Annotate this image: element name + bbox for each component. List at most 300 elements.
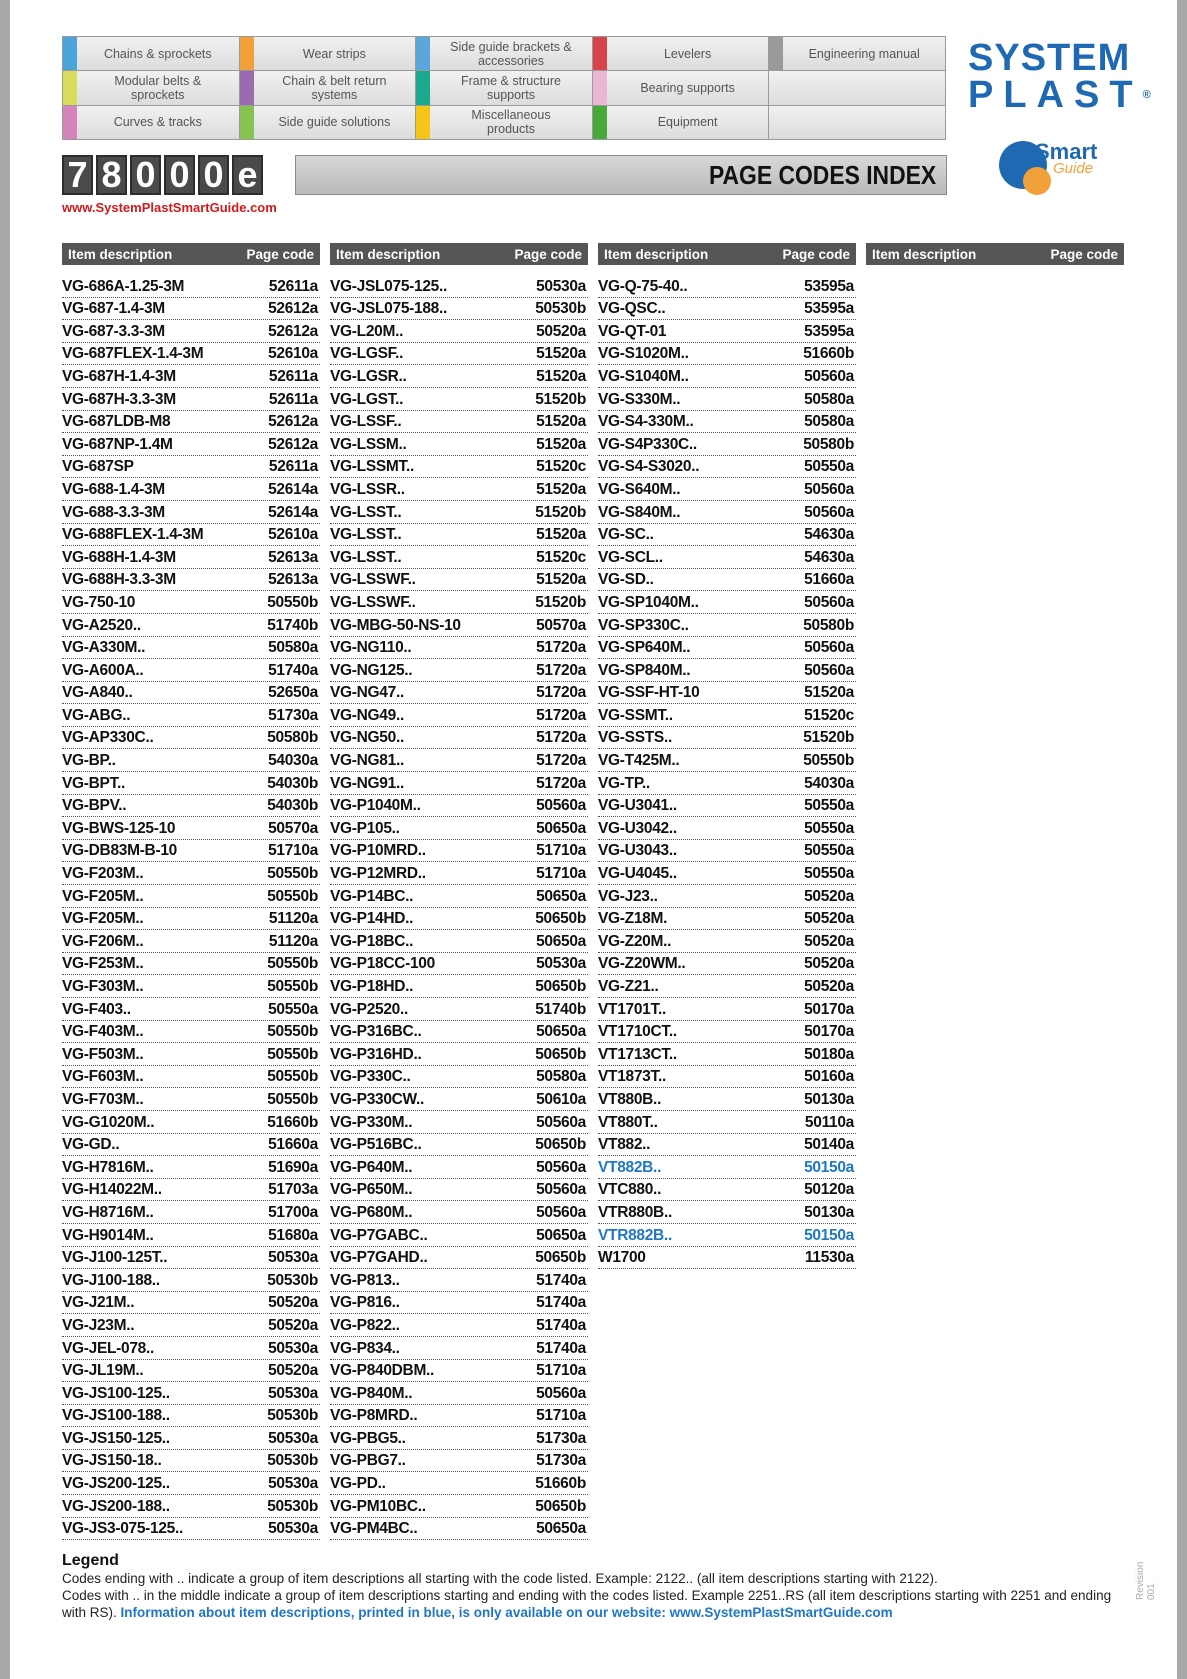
column-header [330,243,588,265]
index-rows [330,275,588,1540]
item-description: VG-P14HD.. [330,910,414,928]
code-digit-box: 0 [164,155,195,195]
index-row [62,591,320,614]
item-description: VG-687H-1.4-3M [62,367,176,385]
page-code: 50520a [804,910,854,928]
item-description: VG-H9014M.. [62,1226,154,1244]
page-code-boxes [62,155,263,195]
page-code: 51700a [268,1203,318,1221]
index-row [330,795,588,818]
nav-empty-cell [769,106,945,139]
registered-mark: ® [1142,89,1151,101]
item-description: VG-P640M.. [330,1158,413,1176]
index-row [598,524,856,547]
index-row [330,298,588,321]
item-description: VG-NG91.. [330,774,404,792]
nav-item[interactable] [593,106,769,139]
nav-item-label: Wear strips [302,46,366,61]
index-column [62,243,320,1540]
index-row [598,1134,856,1157]
item-description: VG-U3043.. [598,842,677,860]
index-row [598,659,856,682]
item-description: VG-Z18M. [598,910,668,928]
nav-item[interactable] [593,37,769,70]
item-description: VG-A840.. [62,684,133,702]
item-description: VG-ABG.. [62,706,131,724]
page-code: 54030b [267,797,318,815]
page-code: 51660a [804,571,854,589]
item-description: VG-BPT.. [62,774,126,792]
column-header [598,243,856,265]
index-row [62,365,320,388]
index-row [598,795,856,818]
item-description: VG-F403.. [62,1000,131,1018]
index-row [598,1021,856,1044]
index-row [62,840,320,863]
page-code: 50550b [267,978,318,995]
header-item-description: Item description [336,246,441,262]
page-code: 52612a [268,322,318,340]
index-row [62,524,320,547]
item-description: VG-U4045.. [598,865,677,883]
item-description: VG-PBG7.. [330,1452,406,1470]
nav-item-label: Side guide solutions [278,115,391,130]
page-code: 50170a [804,1000,854,1018]
item-description: VG-P316BC.. [330,1023,422,1041]
page-code: 50610a [536,1090,586,1108]
index-row [598,749,856,772]
nav-item[interactable] [63,37,239,70]
index-row [598,1247,856,1270]
item-description: VG-T425M.. [598,752,680,770]
page-code: 51520b [535,593,586,611]
page-code: 50650a [536,1520,586,1538]
item-description: VG-JS150-18.. [62,1452,162,1470]
page-code: 51520a [536,480,586,498]
index-row [62,1179,320,1202]
page-code: 51720a [536,706,586,724]
index-row [330,953,588,976]
page-code: 51703a [268,1181,318,1199]
item-description: VG-F603M.. [62,1068,144,1086]
page-code: 51730a [268,706,318,724]
index-row [330,1427,588,1450]
page-code: 50520a [804,978,854,995]
item-description: VG-F703M.. [62,1090,144,1108]
page-code: 50580a [268,639,318,657]
index-row [62,456,320,479]
index-row [330,749,588,772]
index-column [866,243,1124,275]
index-row [62,388,320,411]
index-rows [62,275,320,1540]
index-row [330,1292,588,1315]
page-code: 52612a [268,435,318,453]
item-description: VG-SD.. [598,571,654,589]
page-code: 51120a [268,932,318,950]
index-row [598,388,856,411]
nav-item[interactable] [63,71,239,104]
index-row [62,1405,320,1428]
nav-item[interactable] [769,37,945,70]
item-description: VG-LSST.. [330,526,402,544]
nav-item-label: Miscellaneous products [471,108,551,137]
page-code: 50550a [804,797,854,815]
index-row [330,478,588,501]
item-description: VG-PM10BC.. [330,1497,426,1515]
item-description: VTR880B.. [598,1203,672,1221]
page-code: 50170a [804,1023,854,1041]
logo-line-2 [968,74,1151,116]
item-description: VG-P18CC-100 [330,955,435,973]
page-code: 51740b [535,1000,586,1018]
page-code: 51520b [535,390,586,408]
item-description: VT1701T.. [598,1000,666,1018]
index-row [62,749,320,772]
page-code: 50650a [536,887,586,905]
index-row [62,275,320,298]
item-description: VG-SP1040M.. [598,593,699,611]
page-code: 50530a [268,1384,318,1402]
page-code: 50530b [267,1452,318,1470]
item-description: VG-L20M.. [330,322,404,340]
page-code: 51720a [536,752,586,770]
page-code: 51520b [803,729,854,747]
item-description: VG-A600A.. [62,661,144,679]
item-description: VG-688-3.3-3M [62,503,165,521]
item-description: VG-NG125.. [330,661,413,679]
item-description: VG-PD.. [330,1475,386,1493]
page-code: 50550a [804,842,854,860]
page-code: 50520a [268,1362,318,1380]
smart-word: Smart [1035,139,1098,164]
header-page-code: Page code [514,246,582,262]
item-description: VG-SCL.. [598,548,663,566]
item-description: VT880B.. [598,1090,662,1108]
index-rows [598,275,856,1269]
page-code: 51680a [268,1226,318,1244]
page-code: 50650b [535,1136,586,1154]
item-description: VT1710CT.. [598,1023,677,1041]
page-code: 50560a [804,593,854,611]
index-row [598,298,856,321]
index-row [598,546,856,569]
item-description: VG-LGSF.. [330,345,404,363]
item-description: VG-P330CW.. [330,1090,425,1108]
index-row [330,546,588,569]
index-row [62,862,320,885]
page-code: 50550b [267,955,318,973]
index-row [330,772,588,795]
item-description: VT1873T.. [598,1068,666,1086]
item-description: VG-NG49.. [330,706,404,724]
item-description: VG-P840DBM.. [330,1362,435,1380]
item-description: VG-F205M.. [62,887,144,905]
nav-item-label: Chain & belt return systems [282,73,387,102]
index-row [598,501,856,524]
header-page-code: Page code [1050,246,1118,262]
item-description: VG-P516BC.. [330,1136,422,1154]
page-code: 51720a [536,729,586,747]
page-code: 11530a [804,1249,854,1267]
index-row [598,1088,856,1111]
index-row [330,1224,588,1247]
page-code: 50650b [535,910,586,928]
item-description: VG-SSMT.. [598,706,673,724]
index-row [62,320,320,343]
item-description: VG-J23M.. [62,1316,135,1334]
nav-item[interactable] [416,106,592,139]
index-row [598,930,856,953]
item-description: VG-F303M.. [62,978,144,995]
index-row [330,682,588,705]
item-description: VTR882B.. [598,1226,672,1244]
index-row [62,682,320,705]
page-code: 52611a [268,367,318,385]
page-code: 50530b [267,1407,318,1425]
page-code: 50530a [268,1429,318,1447]
index-row [598,975,856,998]
index-row [62,1314,320,1337]
index-row [598,817,856,840]
page-code: 51520a [536,571,586,589]
item-description: VG-P18HD.. [330,978,414,995]
item-description: VG-P105.. [330,819,400,837]
page-code: 51710a [536,865,586,883]
page-code: 54630a [804,548,854,566]
page-code: 51740a [268,661,318,679]
index-row [62,1382,320,1405]
index-row [62,1472,320,1495]
item-description: VG-P680M.. [330,1203,413,1221]
page-code: 52611a [268,277,318,295]
page-code: 50550b [267,593,318,611]
item-description: VG-P834.. [330,1339,400,1357]
index-row [62,659,320,682]
index-row [62,546,320,569]
nav-item-label: Bearing supports [640,80,735,95]
page-code: 50550b [267,1068,318,1086]
item-description: VG-F205M.. [62,910,144,928]
item-description: VG-NG47.. [330,684,404,702]
item-description: VG-H8716M.. [62,1203,154,1221]
item-description: VG-BP.. [62,752,116,770]
index-row [330,908,588,931]
page-code: 50550b [267,865,318,883]
index-row [598,614,856,637]
index-row [62,930,320,953]
nav-color-swatch [240,37,254,70]
item-description: VG-F206M.. [62,932,144,950]
legend [62,1552,1122,1621]
index-row [62,1518,320,1541]
nav-item[interactable] [416,71,592,104]
item-description: VG-NG50.. [330,729,404,747]
item-description: VG-LGSR.. [330,367,407,385]
item-description: VG-QT-01 [598,322,667,340]
item-description: VG-JS100-188.. [62,1407,170,1425]
nav-item-label: Levelers [663,46,712,61]
page-code: 50520a [268,1294,318,1312]
index-row [330,569,588,592]
page-code: 50560a [804,480,854,498]
index-row [598,1156,856,1179]
index-row [330,433,588,456]
smart-guide-logo [995,135,1115,201]
page-code: 53595a [804,322,854,340]
page-code: 52611a [268,390,318,408]
page-code: 50650b [535,1045,586,1063]
page-code: 52612a [268,300,318,318]
index-row [598,637,856,660]
item-description: VG-AP330C.. [62,729,154,747]
page-code: 50120a [804,1181,854,1199]
item-description: VG-MBG-50-NS-10 [330,616,461,634]
nav-color-swatch [63,37,77,70]
item-description: VG-P650M.. [330,1181,413,1199]
index-row [598,1224,856,1247]
page-code: 51720a [536,639,586,657]
nav-item[interactable] [63,106,239,139]
item-description: VG-P316HD.. [330,1045,422,1063]
index-row [598,1179,856,1202]
nav-item[interactable] [240,37,416,70]
page-code: 50580a [804,390,854,408]
index-row [598,365,856,388]
legend-line-2 [62,1587,1122,1621]
item-description: VG-J23.. [598,887,658,905]
index-row [62,637,320,660]
item-description: VG-J100-125T.. [62,1249,168,1267]
page-code: 50520a [268,1316,318,1334]
header-item-description: Item description [872,246,977,262]
page-code: 50650a [536,932,586,950]
page-code: 51690a [268,1158,318,1176]
page-code: 50560a [536,1181,586,1199]
index-row [598,908,856,931]
page-code: 51720a [536,774,586,792]
system-plast-logo [968,37,1151,116]
index-row [598,478,856,501]
index-row [62,953,320,976]
page-code: 51660b [803,345,854,363]
index-row [330,975,588,998]
index-row [330,1495,588,1518]
nav-item[interactable] [240,106,416,139]
index-row [330,1518,588,1541]
index-row [330,1021,588,1044]
index-row [62,1066,320,1089]
index-row [598,953,856,976]
item-description: VG-JS150-125.. [62,1429,170,1447]
index-row [62,975,320,998]
nav-item[interactable] [416,37,592,70]
page-code: 51520c [804,706,854,724]
item-description: VG-PM4BC.. [330,1520,418,1538]
website-link[interactable]: www.SystemPlastSmartGuide.com [62,200,277,215]
item-description: VG-S640M.. [598,480,681,498]
item-description: VG-JS200-188.. [62,1497,170,1515]
page-code: 54030a [804,774,854,792]
page-code: 50150a [804,1226,854,1244]
index-row [330,1382,588,1405]
page-code: 51740a [536,1294,586,1312]
item-description: VG-LSSWF.. [330,593,416,611]
item-description: VG-JSL075-125.. [330,277,447,295]
page-code: 51660b [535,1475,586,1493]
index-row [62,795,320,818]
item-description: VG-P1040M.. [330,797,421,815]
header-page-code: Page code [246,246,314,262]
item-description: VG-A2520.. [62,616,141,634]
nav-color-swatch [240,71,254,104]
page-code: 50560a [536,1158,586,1176]
item-description: VG-NG110.. [330,639,412,657]
index-row [62,614,320,637]
item-description: VG-JS200-125.. [62,1475,170,1493]
page-code: 50650b [535,978,586,995]
revision-label: Revision 001 [1135,1561,1157,1600]
index-column [598,243,856,1269]
item-description: VG-688-1.4-3M [62,480,165,498]
nav-item[interactable] [240,71,416,104]
legend-line-1: Codes ending with .. indicate a group of item descriptions all starting with the code listed. Example: 2122.. (all item descriptions starting with 2122). [62,1571,938,1586]
index-row [62,1450,320,1473]
page-code: 50560a [804,661,854,679]
page-code: 50550b [267,1023,318,1041]
code-digit-box: 8 [96,155,127,195]
item-description: VG-U3042.. [598,819,677,837]
page-code: 52614a [268,503,318,521]
page-code: 51660b [267,1113,318,1131]
index-row [62,1134,320,1157]
index-row [330,365,588,388]
nav-item[interactable] [593,71,769,104]
page-code: 51520a [536,367,586,385]
index-row [62,1269,320,1292]
item-description: VG-LSSMT.. [330,458,414,476]
page-code: 50580a [536,1068,586,1086]
index-row [598,456,856,479]
page-code: 50530a [536,955,586,973]
item-description: VG-S1020M.. [598,345,689,363]
page-code: 51720a [536,684,586,702]
page-code: 51660a [268,1136,318,1154]
page-code: 50560a [536,797,586,815]
page-code: 50650b [535,1497,586,1515]
item-description: VG-J21M.. [62,1294,135,1312]
item-description: VG-JS100-125.. [62,1384,170,1402]
nav-color-swatch [416,37,430,70]
page-code: 50530a [268,1249,318,1267]
page-code: 50650a [536,1023,586,1041]
page-code: 50530a [536,277,586,295]
item-description: VG-LSSR.. [330,480,405,498]
index-row [598,772,856,795]
index-row [62,1495,320,1518]
page-code: 50530b [267,1497,318,1515]
item-description: VG-F253M.. [62,955,144,973]
index-row [62,1360,320,1383]
page-code: 52650a [268,684,318,702]
item-description: VG-U3041.. [598,797,677,815]
item-description: VG-JL19M.. [62,1362,144,1380]
index-row [62,1247,320,1270]
legend-title: Legend [62,1552,119,1569]
column-header [62,243,320,265]
page-code: 50530b [267,1271,318,1289]
index-row [330,1405,588,1428]
